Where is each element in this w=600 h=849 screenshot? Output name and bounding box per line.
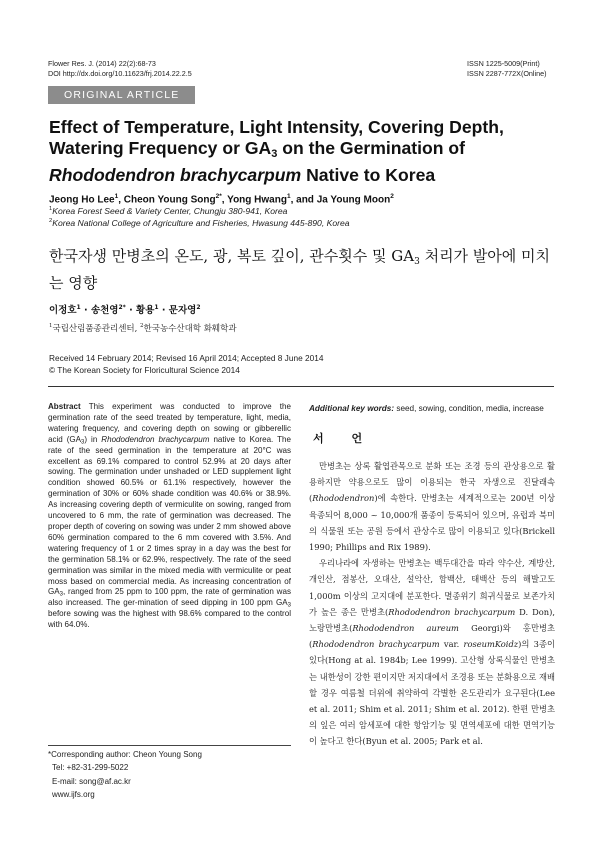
author-list: Jeong Ho Lee$^1$, Cheon Young Song$^{2*}$, Yong Hwang$^1$, and Ja Young Moon$^2$ — [49, 193, 394, 206]
received-dates: Received 14 February 2014; Revised 16 April 2014; Accepted 8 June 2014 — [49, 353, 324, 363]
section-divider — [48, 386, 554, 387]
journal-citation: Flower Res. J. (2014) 22(2):68-73 — [48, 59, 156, 68]
affiliation-1: $^1$Korea Forest Seed & Variety Center, Chungju 380-941, Korea — [49, 206, 288, 216]
affiliation-2: $^2$Korea National College of Agriculture and Fisheries, Hwasung 445-890, Korea — [49, 218, 350, 228]
copyright-line: © The Korean Society for Floricultural Science 2014 — [49, 365, 240, 375]
intro-paragraph-1: 만병초는 상록 활엽관목으로 분화 또는 조경 등의 관상용으로 활용하지만 약용으로도 많이 이용되는 한국 자생으로 진달래속(Rhododendron)에 속한다. 만병초는 세계적으로는 200년 이상 육종되어 8,000 ~ 10,000개 품종이 등록되어 있으며, 유럽과 북미의 식물원 또는 공원 등에서 관상수로 많이 이용되고 있다(Brickell 1990; Phillips and Rix 1989). — [309, 461, 555, 553]
issn-online: ISSN 2287-772X(Online) — [467, 69, 547, 78]
korean-affiliations: $^1$국립산림품종관리센터, $^2$한국농수산대학 화훼학과 — [49, 323, 237, 334]
author-phone: Tel: +82-31-299-5022 — [52, 763, 129, 772]
author-email[interactable]: E-mail: song@af.ac.kr — [52, 777, 131, 786]
intro-paragraph-2: 우리나라에 자생하는 만병초는 백두대간을 따라 약수산, 계방산, 개인산, 점봉산, 오대산, 설악산, 함백산, 태백산 등의 해발고도 1,000m 이상의 고지대에 분포한다. 멸종위기 희귀식물로 보존가치가 높은 종은 만병초(Rhododendron brachycarpum D. Don), 노랑만병초(Rhododendron aureum Georgi)와 홍만병초(Rhododendron brachycarpum var. roseumKoidz)의 3종이 있다(Hong at al. 1984b; Lee 1999). 고산형 상록식물인 만병초는 내한성이 강한 편이지만 저지대에서 조경용 또는 분화용으로 재배할 경우 여름철 더위에 취약하여 각별한 온도관리가 요구된다(Lee et al. 2011; Shim et al. 2011; Shim et al. 2012). 한편 만병초의 잎은 여러 암세포에 대한 항암기능 및 면역세포에 대한 면역기능이 높다고 한다(Byun et al. 2005; Park et al. — [309, 558, 555, 747]
introduction-text — [309, 458, 555, 750]
issn-print: ISSN 1225-5009(Print) — [467, 59, 540, 68]
article-title: Effect of Temperature, Light Intensity, Covering Depth, Watering Frequency or $GA_3$ on the Germination of Rhododendron brachycarpum Native to Korea — [49, 117, 504, 185]
corresponding-author: *Corresponding author: Cheon Young Song — [48, 750, 202, 759]
section-heading-introduction: 서 언 — [313, 432, 375, 445]
abstract-block: Abstract This experiment was conducted to improve the germination rate of the seed treated by temperature, light, media, watering frequency, and covering depth on sowing or gibberellic acid $(GA_3)$ in Rhododendron brachycarpum native to Korea. The rate of the seed germination in the temperature at 20°C was excellent as 69.1% compared to control 52.9% at 20 days after sowing. The germination under unshaded or LED supplement light condition showed 60.5% or 61.1% respectively, however the germination of 30% or 60% shade condition was 40.6% or 38.9%. As increasing covering depth of vermiculite on sowing, ranged from uncovered to 6 mm, the rate of germination was decreased. The proper depth of covering on sowing was under 2 mm showed above 60% germination compared to the 6 mm covered with 3.5%. And watering frequency of 1 or 2 times spray in a day was the best for the germination 58.1% or 62.9%, respectively. The rate of the seed germination was similar in the mixed media with vermiculite or peat moss based on commercial media. As increasing concentration of $GA_3$, ranged from 25 ppm to 100 ppm, the rate of germination was also increased. The ger-mination of seed dipping in 100 ppm $GA_3$ before sowing was the highest with 98.6% compared to the control with 64.0%. — [48, 402, 291, 630]
article-type-banner: ORIGINAL ARTICLE — [48, 86, 195, 104]
keywords: Additional key words: seed, sowing, condition, media, increase — [309, 404, 544, 413]
korean-author-list: 이정호$^1$ · 송천영$^{2*}$ · 황용$^1$ · 문자영$^2$ — [49, 303, 201, 316]
journal-website[interactable]: www.ijfs.org — [52, 790, 95, 799]
doi-link[interactable]: DOI http://dx.doi.org/10.11623/frj.2014.22.2.5 — [48, 69, 192, 78]
korean-title: 한국자생 만병초의 온도, 광, 복토 깊이, 관수횟수 및 $GA_3$ 처리가 발아에 미치는 영향 — [49, 247, 551, 292]
footnote-rule — [48, 745, 291, 746]
